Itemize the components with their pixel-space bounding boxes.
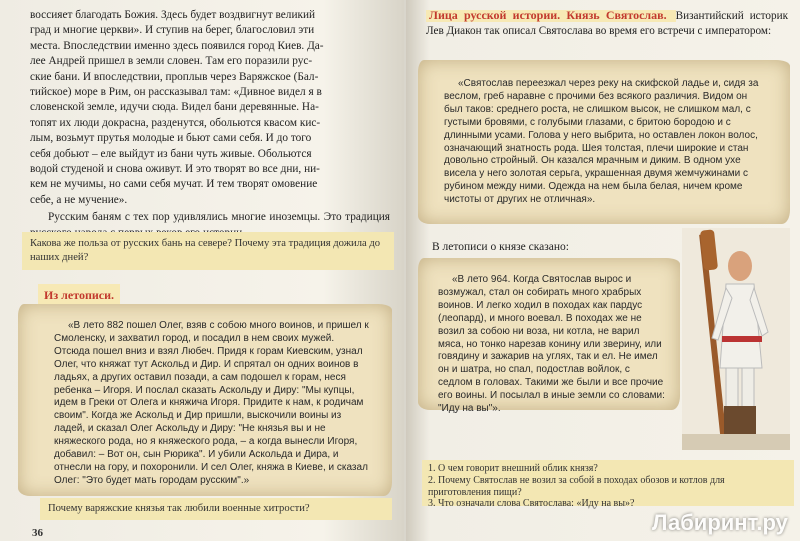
intro-block xyxy=(426,8,788,40)
chronicle-heading-box xyxy=(38,284,120,306)
body-line: места. Впоследствии именно здесь появился город Киев. Да- xyxy=(30,39,324,52)
question-text: Какова же польза от русских бань на севере? Почему эта традиция дожила до наших дней? xyxy=(30,238,381,263)
chronicle-text-wrap xyxy=(54,320,372,488)
chronicle-text: «В лето 882 пошел Олег, взяв с собою много воинов, и пришел к Смоленску, и захватил город, и посадил в нем своих мужей. Отсюда пошел вниз и взял Любеч. Придя к горам Киевским, узнал Олег, что княжат тут Аскольд и Дир. И спрятал он одних воинов в ладьях, а других оставил позади, а сам подошел к горам, неся ребенка – Игоря. И послал сказать Аскольду и Диру: "Мы купцы, идем в Греки от Олега и княжича Игоря. Придите к нам, к родичам своим". Когда же Аскольд и Дир пришли, выскочили воины из ладей, и сказал Олег Аскольду и Диру: "Не князья вы и не княжеского рода, но я княжеского рода, – а когда вынесли Игоря, добавил: – Вот он, сын Рюрика". И убили Аскольда и Дира, и отнесли на гору, и похоронили. И сел Олег, княжа в Киеве, и сказал Олег: "Это будет мать городам русским".» xyxy=(54,320,369,486)
questions-list xyxy=(422,460,794,510)
body-line: воссияет благодать Божия. Здесь будет воздвигнут великий xyxy=(30,9,316,21)
heading-box xyxy=(426,10,676,22)
body-line: себе, а не мучение». xyxy=(30,193,128,206)
body-line: ские бани. И впоследствии, проплыв через Варяжское (Бал- xyxy=(30,70,319,83)
page-number: 36 xyxy=(32,527,43,539)
question-item: 1. О чем говорит внешний облик князя? xyxy=(428,463,598,474)
quote-parchment-1 xyxy=(418,60,790,224)
svyatoslav-illustration xyxy=(682,228,790,450)
quote1-text: «Святослав переезжал через реку на скифской ладье и, сидя за веслом, греб наравне с прочими без всякого различия. Видом он был таков: среднего роста, не слишком высок, не слишком мал, с густыми бровями, с голубыми глазами, с бритою бородою и с длинными усами. Голова у него выбрита, но оставлен локон волос, означающий знатность рода. Шея толстая, плечи широкие и стан довольно стройный. Он казался мрачным и диким. В одном ухе висела у него золотая серьга, украшенная двумя жемчужинами с рубином между ними. Одежда на нем была белая, ничем кроме чистоты от других не отличная». xyxy=(444,78,759,206)
question-item: 3. Что означали слова Святослава: «Иду на вы»? xyxy=(428,498,635,510)
body-line: словенской земле, идучи сюда. Видел бани деревянные. На- xyxy=(30,101,319,114)
body-line: водой студеной и снова оживут. И это творят во все дни, ни- xyxy=(30,163,320,176)
section-heading: Лица русской истории. Князь Святослав. xyxy=(429,8,667,22)
body-line: кем не мучимы, но сами себя мучат. И тем творят омовение xyxy=(30,178,318,191)
quote2-wrap xyxy=(438,274,666,416)
quote-parchment-2 xyxy=(418,258,680,415)
question-text: Почему варяжские князья так любили военные хитрости? xyxy=(48,503,310,514)
body-line: топят их люди докрасна, разденутся, обольются квасом кис- xyxy=(30,116,321,129)
chronicle-parchment xyxy=(18,304,392,496)
left-body-text xyxy=(30,8,390,241)
body-line: себя добьют – еле выйдут из бани чуть живые. Обольются xyxy=(30,147,312,160)
quote1-wrap xyxy=(444,78,768,207)
question-box-2 xyxy=(40,498,392,520)
intro-text: Византийский историк Лев Диакон так описал Святослава во время его встречи с императором: xyxy=(426,10,788,38)
chronicle-heading: Из летописи. xyxy=(44,288,115,302)
body-line: лым, возьмут прутья молодые и бьют сами себя. И до того xyxy=(30,132,312,145)
paragraph: Русским баням с тех пор удивлялись многие иноземцы. Это традиция xyxy=(48,211,390,224)
body-line: лее Андрей пришел в земли словен. Там его поразили рус- xyxy=(30,55,313,68)
right-page xyxy=(406,0,800,541)
body-line: град и многие церкви». И ступив на берег, благословил эти xyxy=(30,24,315,37)
question-item: 2. Почему Святослав не возил за собой в походах обозов и котлов для приготовления пищи? xyxy=(428,474,725,498)
quote2-text: «В лето 964. Когда Святослав вырос и возмужал, стал он собирать много храбрых воинов. И легко ходил в походах как пардус (леопард), и много воевал. В походах же не возил за собою ни воза, ни котла, не варил мяса, но тонко нарезав конину или зверину, или говядину и зажарив на углях, так и ел. Не имел он и шатра, но спал, подостлав войлок, с седлом в головах. Такими же были и все прочие его воины. И посылал в иные земли со словами: "Иду на вы"». xyxy=(438,274,665,415)
question-box-1 xyxy=(22,232,394,270)
body-line: тийское) море в Рим, он рассказывал там: «Дивное видел я в xyxy=(30,86,322,99)
watermark-logo: Лабиринт.ру xyxy=(652,510,788,535)
chronicle-label: В летописи о князе сказано: xyxy=(432,241,570,253)
